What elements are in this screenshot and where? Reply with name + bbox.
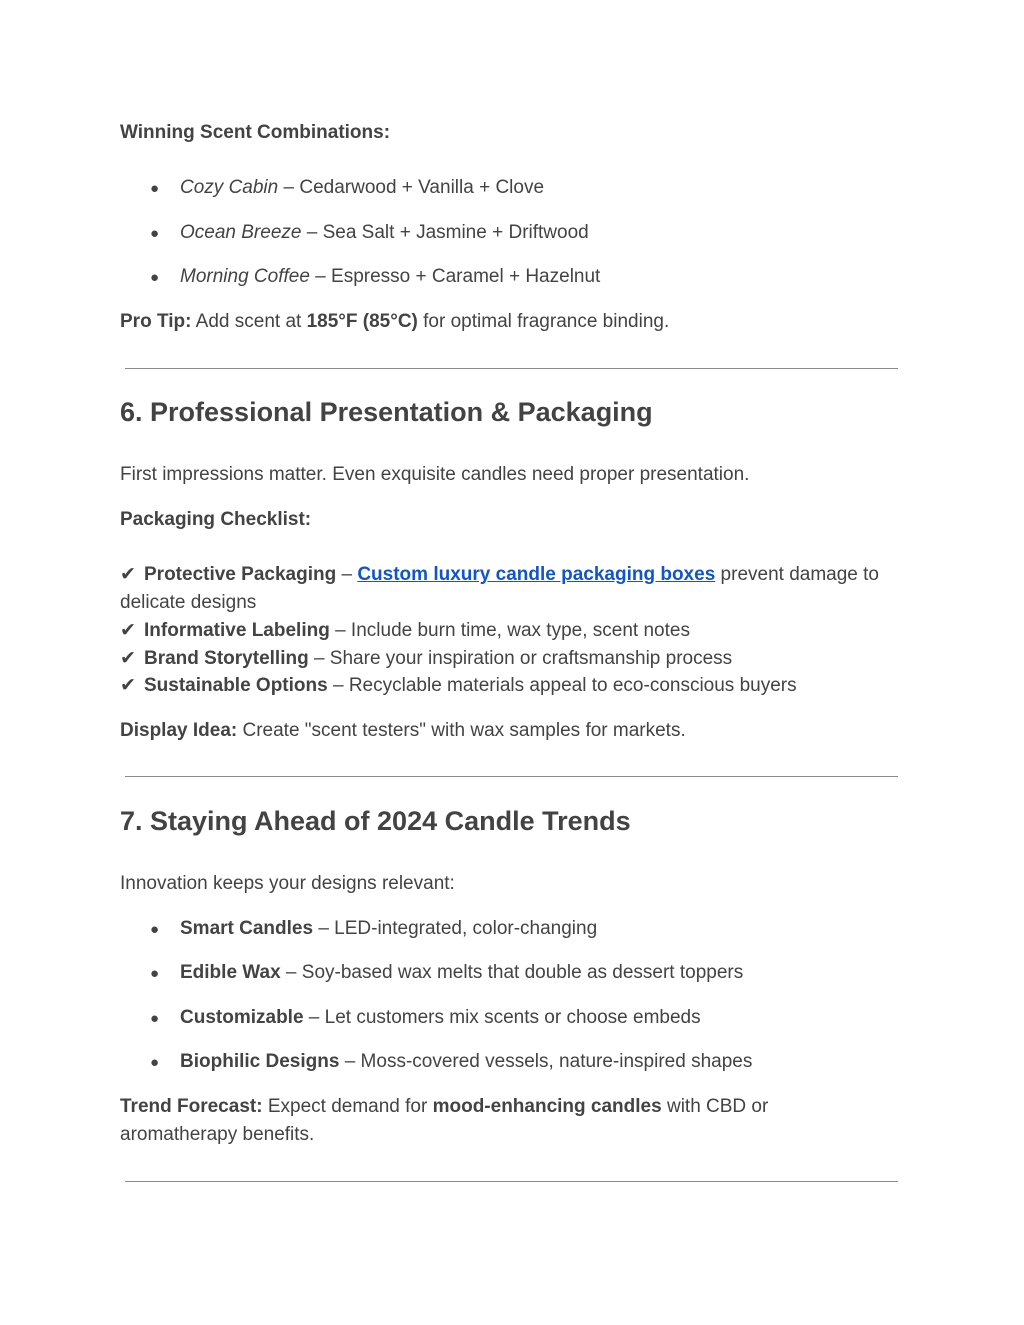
packaging-checklist-heading: Packaging Checklist:: [120, 509, 312, 530]
pro-tip-text-end: for optimal fragrance binding.: [417, 311, 670, 332]
packaging-boxes-link[interactable]: Custom luxury candle packaging boxes: [357, 564, 716, 585]
pro-tip-temperature: 185°F (85°C): [306, 311, 418, 332]
checklist-item-sustainable: [120, 672, 797, 700]
checkmark-icon: ✔: [120, 675, 136, 696]
checklist-item-protective: [120, 561, 879, 589]
checklist-item-label: Protective Packaging: [144, 564, 337, 585]
display-idea: [120, 717, 686, 745]
trend-desc: – Let customers mix scents or choose embeds: [303, 1007, 701, 1028]
trend-desc: – LED-integrated, color-changing: [313, 918, 598, 939]
checklist-dash: –: [336, 564, 358, 585]
trend-name: Biophilic Designs: [180, 1051, 340, 1072]
pro-tip-label: Pro Tip:: [120, 311, 192, 332]
pro-tip: [120, 308, 669, 336]
divider: [125, 776, 898, 777]
divider: [125, 368, 898, 369]
trend-forecast: [120, 1093, 768, 1121]
checklist-item-label: Informative Labeling: [144, 620, 330, 641]
display-idea-label: Display Idea:: [120, 720, 238, 741]
checklist-item-desc: – Include burn time, wax type, scent notes: [329, 620, 690, 641]
combo-desc: – Espresso + Caramel + Hazelnut: [309, 266, 601, 287]
trend-name: Customizable: [180, 1007, 304, 1028]
checkmark-icon: ✔: [120, 620, 136, 641]
display-idea-text: Create "scent testers" with wax samples for markets.: [237, 720, 686, 741]
checklist-item-protective-wrap: delicate designs: [120, 592, 257, 613]
checklist-item-label: Brand Storytelling: [144, 648, 309, 669]
bullet-icon: ●: [150, 921, 160, 938]
checklist-item-desc: prevent damage to: [715, 564, 879, 585]
trend-desc: – Soy-based wax melts that double as dessert toppers: [280, 962, 744, 983]
bullet-icon: ●: [150, 225, 160, 242]
list-item: [150, 219, 589, 248]
bullet-icon: ●: [150, 1010, 160, 1027]
scent-combinations-heading: Winning Scent Combinations:: [120, 122, 391, 143]
section-7-title: 7. Staying Ahead of 2024 Candle Trends: [120, 806, 631, 836]
trend-forecast-wrap: aromatherapy benefits.: [120, 1124, 315, 1145]
checklist-item-desc: – Recyclable materials appeal to eco-conscious buyers: [327, 675, 797, 696]
combo-name: Cozy Cabin: [180, 177, 279, 198]
list-item: [150, 915, 597, 944]
trend-desc: – Moss-covered vessels, nature-inspired shapes: [339, 1051, 753, 1072]
list-item: [150, 1004, 701, 1033]
combo-desc: – Sea Salt + Jasmine + Driftwood: [301, 222, 589, 243]
checklist-item-labeling: [120, 617, 690, 645]
checklist-item-desc: – Share your inspiration or craftsmanship process: [308, 648, 733, 669]
bullet-icon: ●: [150, 269, 160, 286]
checklist-item-label: Sustainable Options: [144, 675, 328, 696]
trend-name: Smart Candles: [180, 918, 314, 939]
trend-name: Edible Wax: [180, 962, 281, 983]
checklist-item-storytelling: [120, 645, 732, 673]
trend-forecast-highlight: mood-enhancing candles: [432, 1096, 662, 1117]
section-6-intro: First impressions matter. Even exquisite candles need proper presentation.: [120, 464, 750, 485]
list-item: [150, 263, 600, 292]
list-item: [150, 959, 743, 988]
combo-desc: – Cedarwood + Vanilla + Clove: [278, 177, 545, 198]
trend-forecast-text: Expect demand for: [262, 1096, 433, 1117]
list-item: [150, 1048, 752, 1077]
checkmark-icon: ✔: [120, 564, 136, 585]
bullet-icon: ●: [150, 965, 160, 982]
bullet-icon: ●: [150, 1054, 160, 1071]
section-6-title: 6. Professional Presentation & Packaging: [120, 397, 653, 427]
combo-name: Morning Coffee: [180, 266, 310, 287]
trend-forecast-label: Trend Forecast:: [120, 1096, 263, 1117]
section-7-intro: Innovation keeps your designs relevant:: [120, 873, 455, 894]
combo-name: Ocean Breeze: [180, 222, 302, 243]
divider: [125, 1181, 898, 1182]
bullet-icon: ●: [150, 180, 160, 197]
list-item: [150, 174, 544, 203]
checkmark-icon: ✔: [120, 648, 136, 669]
pro-tip-text: Add scent at: [191, 311, 307, 332]
trend-forecast-text-end: with CBD or: [661, 1096, 769, 1117]
